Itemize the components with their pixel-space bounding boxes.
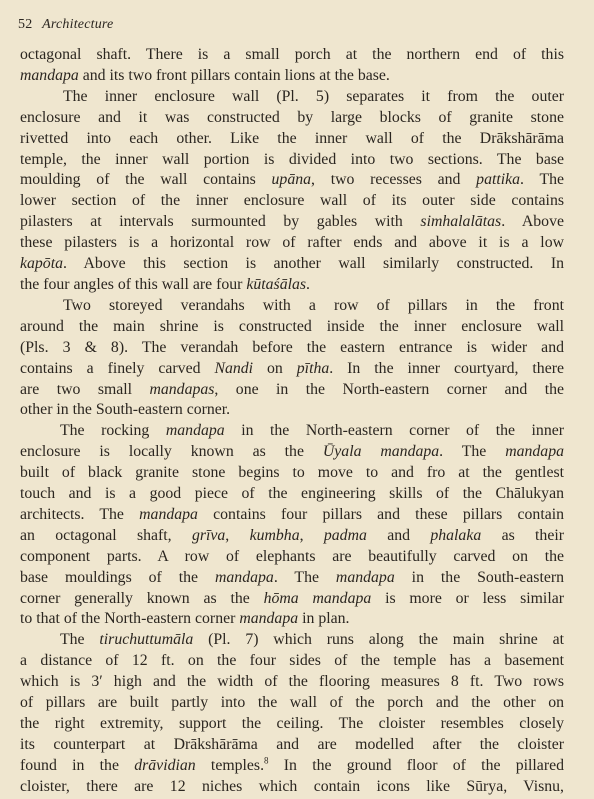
text-line: The rocking mandapa in the North-eastern corner of the inner [60,422,564,440]
text-line: to that of the North-eastern corner mandapa in plan. [20,610,350,628]
text-line: Two storeyed verandahs with a row of pillars in the front [63,296,564,314]
text-line: these pilasters is a horizontal row of rafter ends and above it is a low [20,234,564,252]
text-line: enclosure is locally known as the Ūyala mandapa. The mandapa [20,443,564,461]
text-line: mandapa and its two front pillars contain lions at the base. [20,66,390,84]
text-line: base mouldings of the mandapa. The mandapa in the South-eastern [20,568,565,586]
text-line: (Pls. 3 & 8). The verandah before the eastern entrance is wider and [20,338,564,356]
running-title: Architecture [42,17,114,32]
text-line: octagonal shaft. There is a small porch at the northern end of this [20,46,564,63]
text-line: built of black granite stone begins to move to and fro at the gentlest [20,464,564,482]
text-line: other in the South-eastern corner. [20,401,231,419]
text-line: lower section of the inner enclosure wall of its outer side contains [20,192,564,210]
text-line: The inner enclosure wall (Pl. 5) separates it from the outer [63,87,564,105]
text-line: the right extremity, support the ceiling. The cloister resembles closely [20,715,564,732]
text-line: component parts. A row of elephants are beautifully carved on the [20,547,564,565]
text-line: corner generally known as the hōma mandapa is more or less similar [20,589,564,607]
text-line: kapōta. Above this section is another wall similarly constructed. In [20,255,564,273]
body-text [20,45,564,798]
text-line: cloister, there are 12 niches which contain icons like Sūrya, Visnu, [20,777,564,795]
text-line: architects. The mandapa contains four pillars and these pillars contain [20,505,565,523]
text-line: found in the drāvidian temples.$^8$ In the ground floor of the pillared [20,755,564,774]
text-line: of pillars are built partly into the wall of the porch and the other on [20,694,564,712]
text-line: which is 3′ high and the width of the flooring measures 8 ft. Two rows [20,673,564,691]
text-line: enclosure and it was constructed by large blocks of granite stone [20,108,564,126]
running-head [18,17,113,33]
text-line: temple, the inner wall portion is divided into two sections. The base [20,150,564,168]
text-line: The tiruchuttumāla (Pl. 7) which runs along the main shrine at [60,631,564,649]
text-line: contains a finely carved Nandi on pītha. In the inner courtyard, there [20,359,564,377]
text-line: are two small mandapas, one in the North-eastern corner and the [20,380,564,398]
text-line: touch and is a good piece of the engineering skills of the Chālukyan [20,485,564,503]
text-line: pilasters at intervals surmounted by gables with simhalalātas. Above [20,213,564,231]
text-line: moulding of the wall contains upāna, two recesses and pattika. The [20,171,565,189]
text-line: the four angles of this wall are four kūtaśālas. [20,275,310,293]
text-line: an octagonal shaft, grīva, kumbha, padma and phalaka as their [20,526,564,544]
text-line: a distance of 12 ft. on the four sides of the temple has a basement [20,652,564,670]
text-line: its counterpart at Drākshārāma and are modelled after the cloister [20,735,564,753]
text-line: around the main shrine is constructed inside the inner enclosure wall [20,317,564,335]
page-number: 52 [18,17,33,32]
text-line: rivetted into each other. Like the inner wall of the Drākshārāma [20,129,564,147]
